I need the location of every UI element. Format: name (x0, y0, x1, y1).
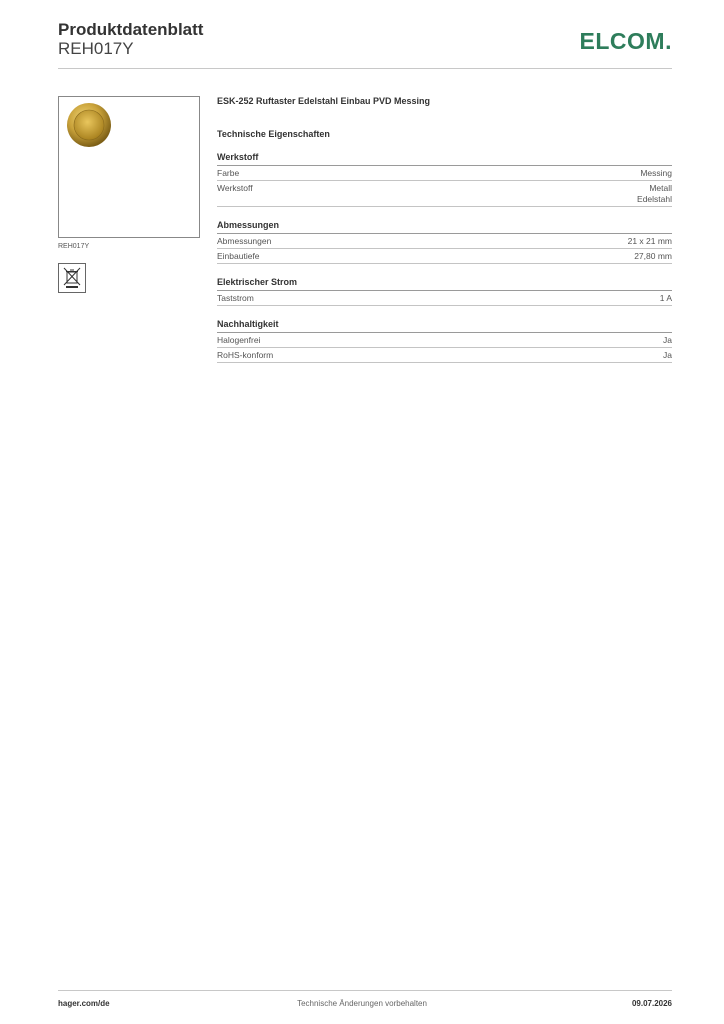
weee-badge (58, 263, 86, 293)
property-value: Messing (640, 168, 672, 178)
property-value: Ja (663, 335, 672, 345)
properties-panel (217, 96, 672, 363)
gold-button-icon (65, 101, 113, 149)
property-sections (217, 152, 672, 363)
weee-crossed-bin-icon (63, 267, 81, 289)
property-row (217, 291, 672, 306)
property-label: Farbe (217, 168, 240, 178)
property-row (217, 234, 672, 249)
property-label: Einbautiefe (217, 251, 260, 261)
product-image-frame (58, 96, 200, 238)
section-title: Werkstoff (217, 152, 672, 166)
tech-properties-heading: Technische Eigenschaften (217, 129, 330, 139)
property-row (217, 249, 672, 264)
property-row (217, 181, 672, 207)
image-caption: REH017Y (58, 243, 90, 250)
footer-date: 09.07.2026 (631, 999, 672, 1008)
property-value: 27,80 mm (634, 251, 672, 261)
footer-disclaimer: Technische Änderungen vorbehalten (297, 999, 427, 1008)
product-title: ESK-252 Ruftaster Edelstahl Einbau PVD Messing (217, 96, 431, 106)
footer-divider (58, 990, 672, 991)
property-row (217, 348, 672, 363)
property-value: Ja (663, 350, 672, 360)
property-label: Halogenfrei (217, 335, 261, 345)
property-label: Abmessungen (217, 236, 272, 246)
document-title: Produktdatenblatt (58, 20, 204, 39)
product-code: REH017Y (58, 39, 134, 58)
property-row (217, 166, 672, 181)
property-row (217, 333, 672, 348)
header-divider (58, 68, 672, 69)
property-label: Werkstoff (217, 183, 253, 193)
section-title: Nachhaltigkeit (217, 319, 672, 333)
property-label: Taststrom (217, 293, 254, 303)
property-value: Metall Edelstahl (637, 183, 672, 204)
property-value: 1 A (659, 293, 672, 303)
section-title: Elektrischer Strom (217, 277, 672, 291)
section-title: Abmessungen (217, 220, 672, 234)
brand-logo: ELCOM. (579, 28, 672, 54)
property-value: 21 x 21 mm (627, 236, 672, 246)
property-label: RoHS-konform (217, 350, 274, 360)
footer-website: hager.com/de (58, 999, 110, 1008)
